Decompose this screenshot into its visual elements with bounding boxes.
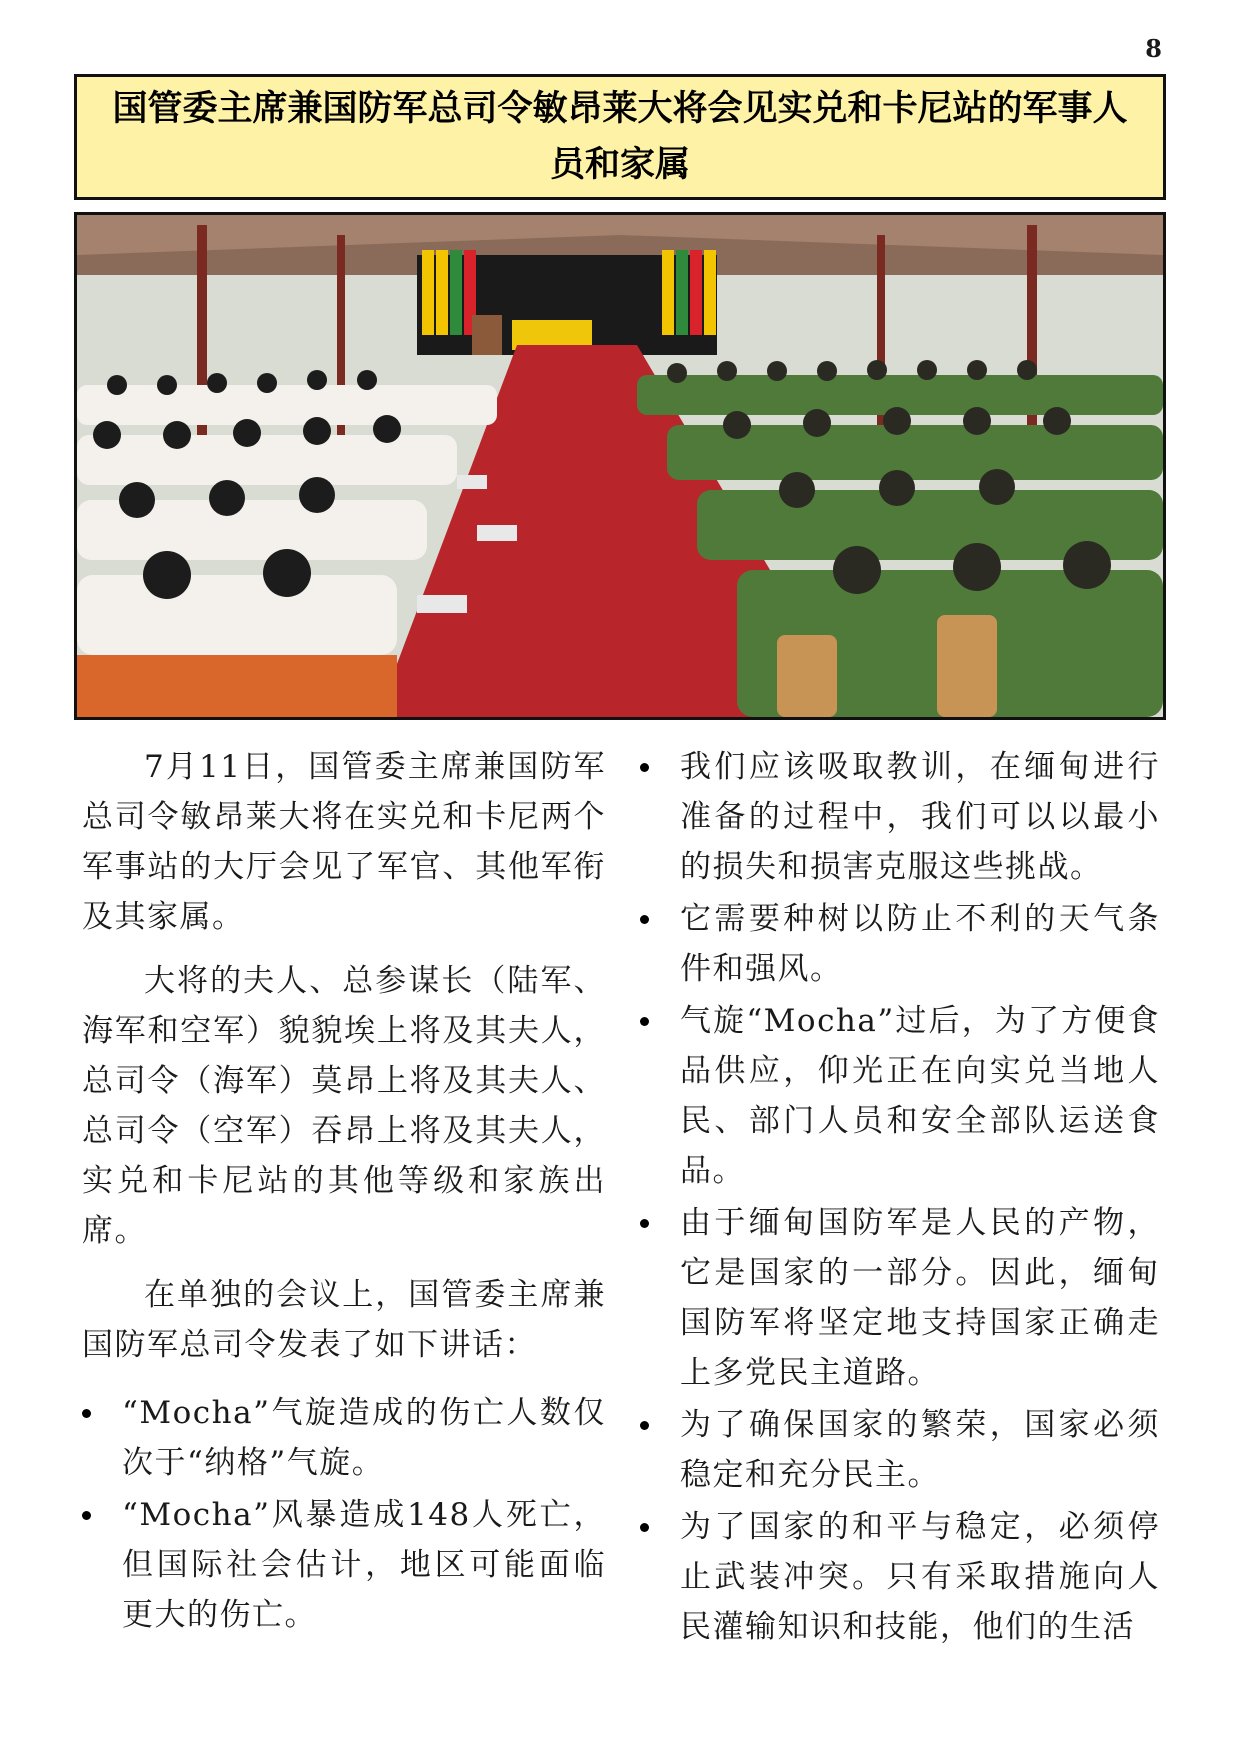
bullet-icon xyxy=(640,1421,649,1430)
bullet-item xyxy=(640,742,1160,892)
photo-illustration xyxy=(77,215,1163,717)
paragraph: 7月11日，国管委主席兼国防军总司令敏昂莱大将在实兑和卡尼两个军事站的大厅会见了军官、其他军衔及其家属。 xyxy=(82,749,606,935)
bullet-text: 我们应该吸取教训，在缅甸进行准备的过程中，我们可以以最小的损失和损害克服这些挑战。 xyxy=(680,749,1160,885)
bullet-text: 由于缅甸国防军是人民的产物，它是国家的一部分。因此，缅甸国防军将坚定地支持国家正确走上多党民主道路。 xyxy=(680,1205,1160,1391)
bullet-text: “Mocha”风暴造成148人死亡，但国际社会估计，地区可能面临更大的伤亡。 xyxy=(122,1497,606,1633)
article-title: 国管委主席兼国防军总司令敏昂莱大将会见实兑和卡尼站的军事人员和家属 xyxy=(112,89,1128,185)
bullet-list xyxy=(82,1388,606,1640)
bullet-text: 它需要种树以防止不利的天气条件和强风。 xyxy=(680,901,1160,987)
bullet-text: 为了国家的和平与稳定，必须停止武装冲突。只有采取措施向人民灌输知识和技能，他们的生活 xyxy=(680,1509,1160,1645)
bullet-icon xyxy=(82,1511,91,1520)
title-box xyxy=(74,74,1166,200)
bullet-icon xyxy=(640,1219,649,1228)
page-number: 8 xyxy=(1145,34,1162,63)
bullet-icon xyxy=(640,1523,649,1532)
bullet-item xyxy=(82,1490,606,1640)
bullet-text: “Mocha”气旋造成的伤亡人数仅次于“纳格”气旋。 xyxy=(122,1395,606,1481)
bullet-text: 气旋“Mocha”过后，为了方便食品供应，仰光正在向实兑当地人民、部门人员和安全部队运送食品。 xyxy=(680,1003,1160,1189)
meeting-hall-photo xyxy=(74,212,1166,720)
paragraph: 在单独的会议上，国管委主席兼国防军总司令发表了如下讲话： xyxy=(82,1277,606,1363)
bullet-icon xyxy=(640,1017,649,1026)
bullet-text: 为了确保国家的繁荣，国家必须稳定和充分民主。 xyxy=(680,1407,1160,1493)
paragraph: 大将的夫人、总参谋长（陆军、海军和空军）貌貌埃上将及其夫人，总司令（海军）莫昂上将及其夫人、总司令（空军）吞昂上将及其夫人，实兑和卡尼站的其他等级和家族出席。 xyxy=(82,963,606,1249)
bullet-item xyxy=(640,894,1160,994)
bullet-item xyxy=(640,1400,1160,1500)
bullet-item xyxy=(640,1198,1160,1398)
bullet-icon xyxy=(640,915,649,924)
bullet-item xyxy=(82,1388,606,1488)
bullet-list xyxy=(640,742,1160,1652)
bullet-icon xyxy=(640,763,649,772)
right-column xyxy=(640,742,1160,1652)
left-column xyxy=(82,742,606,1640)
bullet-item xyxy=(640,1502,1160,1652)
bullet-icon xyxy=(82,1409,91,1418)
bullet-item xyxy=(640,996,1160,1196)
